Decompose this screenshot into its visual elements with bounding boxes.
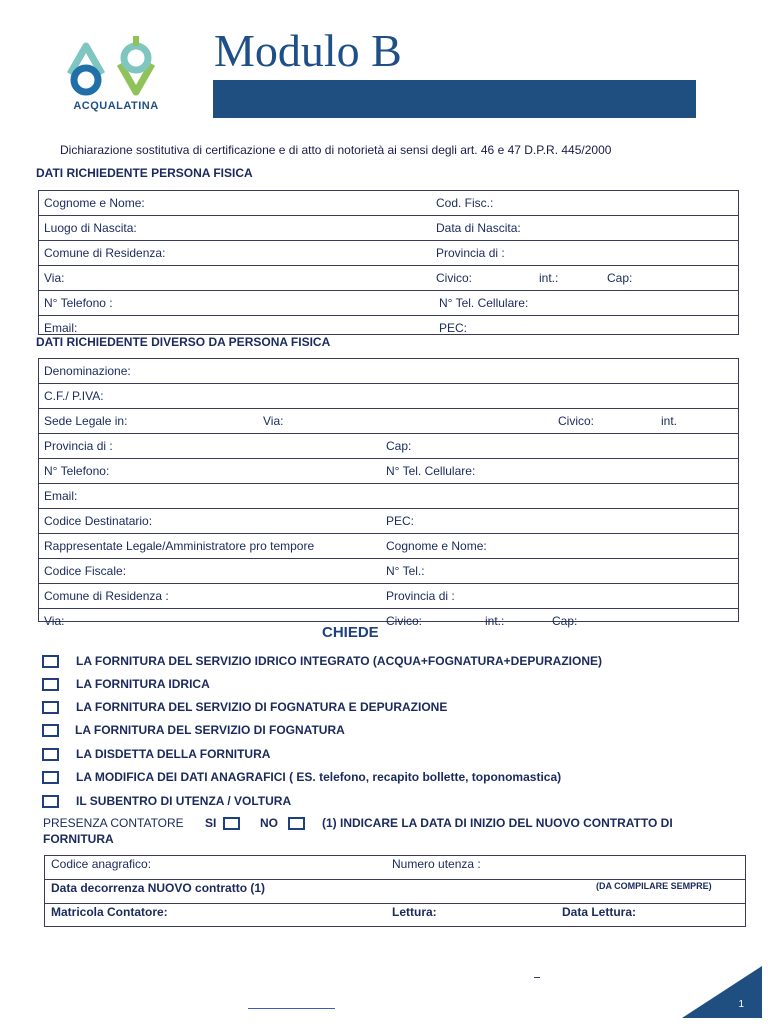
table-row: [39, 459, 738, 484]
checkbox[interactable]: [42, 771, 59, 784]
corner-triangle: [682, 966, 762, 1018]
table-row: [39, 216, 738, 241]
table-row: [39, 509, 738, 534]
field-label: int.: [661, 414, 678, 428]
field-label: Matricola Contatore:: [51, 905, 168, 919]
field-label: Provincia di :: [386, 589, 455, 603]
field-label: Civico:: [386, 614, 423, 628]
field-label: Cap:: [552, 614, 578, 628]
field-label: N° Tel. Cellulare:: [439, 296, 529, 310]
field-label: Provincia di :: [436, 246, 505, 260]
footer-link-line: [248, 1008, 335, 1009]
field-label: int.:: [485, 614, 505, 628]
logo-mark-icon: [64, 34, 164, 104]
page-title: Modulo B: [214, 25, 402, 76]
field-label: Data Lettura:: [562, 905, 637, 919]
table-row: [39, 609, 738, 633]
contatore-note-line2: FORNITURA: [43, 832, 114, 846]
field-label: int.:: [539, 271, 559, 285]
footer-dash: [534, 977, 540, 978]
compilare-note: (DA COMPILARE SEMPRE): [596, 881, 712, 891]
logo-text: ACQUALATINA: [73, 100, 159, 112]
option-label: LA FORNITURA DEL SERVIZIO DI FOGNATURA E DEPURAZIONE: [76, 700, 448, 714]
table-row: [39, 266, 738, 291]
chiede-heading: CHIEDE: [322, 624, 379, 641]
field-label: Comune di Residenza:: [44, 246, 166, 260]
presenza-contatore-label: PRESENZA CONTATORE: [43, 816, 184, 830]
field-label: Via:: [44, 271, 65, 285]
checkbox[interactable]: [42, 748, 59, 761]
table-row: [39, 384, 738, 409]
field-label: N° Telefono:: [44, 464, 110, 478]
checkbox[interactable]: [42, 701, 59, 714]
field-label: Rappresentate Legale/Amministratore pro tempore: [44, 539, 315, 553]
field-label: Numero utenza :: [392, 857, 481, 871]
field-label: Email:: [44, 489, 78, 503]
contatore-note: (1) INDICARE LA DATA DI INIZIO DEL NUOVO CONTRATTO DI: [322, 816, 673, 830]
persona-fisica-table: [38, 190, 739, 335]
option-label: IL SUBENTRO DI UTENZA / VOLTURA: [76, 794, 292, 808]
field-label: PEC:: [386, 514, 415, 528]
field-label: Cod. Fisc.:: [436, 196, 494, 210]
section-heading-persona-fisica: DATI RICHIEDENTE PERSONA FISICA: [36, 166, 253, 180]
table-row: [39, 484, 738, 509]
si-checkbox[interactable]: [223, 817, 240, 830]
option-label: LA FORNITURA IDRICA: [76, 677, 210, 691]
table-row: [45, 880, 745, 904]
field-label: N° Telefono :: [44, 296, 113, 310]
form-subtitle: Dichiarazione sostitutiva di certificazione e di atto di notorietà ai sensi degli art. 46 e 47 D.P.R. 445/2000: [60, 143, 612, 157]
title-bar: [213, 80, 696, 118]
field-label: N° Tel. Cellulare:: [386, 464, 476, 478]
field-label: Cognome e Nome:: [44, 196, 145, 210]
table-row: [45, 856, 745, 880]
si-label: SI: [205, 816, 217, 830]
option-label: LA FORNITURA DEL SERVIZIO DI FOGNATURA: [75, 723, 345, 737]
checkbox[interactable]: [42, 724, 59, 737]
table-row: [45, 904, 745, 927]
field-label: Comune di Residenza :: [44, 589, 169, 603]
table-row: [39, 359, 738, 384]
field-label: Cap:: [386, 439, 412, 453]
field-label: Provincia di :: [44, 439, 113, 453]
field-label: Codice anagrafico:: [51, 857, 152, 871]
field-label: Denominazione:: [44, 364, 131, 378]
no-checkbox[interactable]: [288, 817, 305, 830]
checkbox[interactable]: [42, 795, 59, 808]
option-label: LA MODIFICA DEI DATI ANAGRAFICI ( ES. telefono, recapito bollette, toponomastica): [76, 770, 562, 784]
contratto-table: [44, 855, 746, 927]
field-label: PEC:: [439, 321, 468, 335]
checkbox[interactable]: [42, 655, 59, 668]
option-label: LA FORNITURA DEL SERVIZIO IDRICO INTEGRATO (ACQUA+FOGNATURA+DEPURAZIONE): [76, 654, 603, 668]
field-label: Codice Destinatario:: [44, 514, 153, 528]
field-label: Data decorrenza NUOVO contratto (1): [51, 881, 266, 895]
table-row: [39, 584, 738, 609]
page-number: 1: [738, 999, 744, 1010]
diverso-persona-fisica-table: [38, 358, 739, 628]
section-heading-diverso-persona-fisica: DATI RICHIEDENTE DIVERSO DA PERSONA FISICA: [36, 335, 331, 349]
field-label: Luogo di Nascita:: [44, 221, 137, 235]
field-label: Sede Legale in:: [44, 414, 128, 428]
table-row: [39, 241, 738, 266]
table-row: [39, 434, 738, 459]
table-row: [39, 409, 738, 434]
field-label: C.F./ P.IVA:: [44, 389, 104, 403]
checkbox[interactable]: [42, 678, 59, 691]
field-label: Email:: [44, 321, 78, 335]
table-row: [39, 291, 738, 316]
field-label: Via:: [44, 614, 65, 628]
field-label: Cap:: [607, 271, 633, 285]
field-label: Civico:: [558, 414, 595, 428]
field-label: N° Tel.:: [386, 564, 425, 578]
option-label: LA DISDETTA DELLA FORNITURA: [76, 747, 271, 761]
no-label: NO: [260, 816, 278, 830]
field-label: Lettura:: [392, 905, 437, 919]
table-row: [39, 559, 738, 584]
table-row: [39, 534, 738, 559]
field-label: Civico:: [436, 271, 473, 285]
field-label: Cognome e Nome:: [386, 539, 487, 553]
field-label: Codice Fiscale:: [44, 564, 127, 578]
field-label: Via:: [263, 414, 284, 428]
table-row: [39, 191, 738, 216]
field-label: Data di Nascita:: [436, 221, 521, 235]
